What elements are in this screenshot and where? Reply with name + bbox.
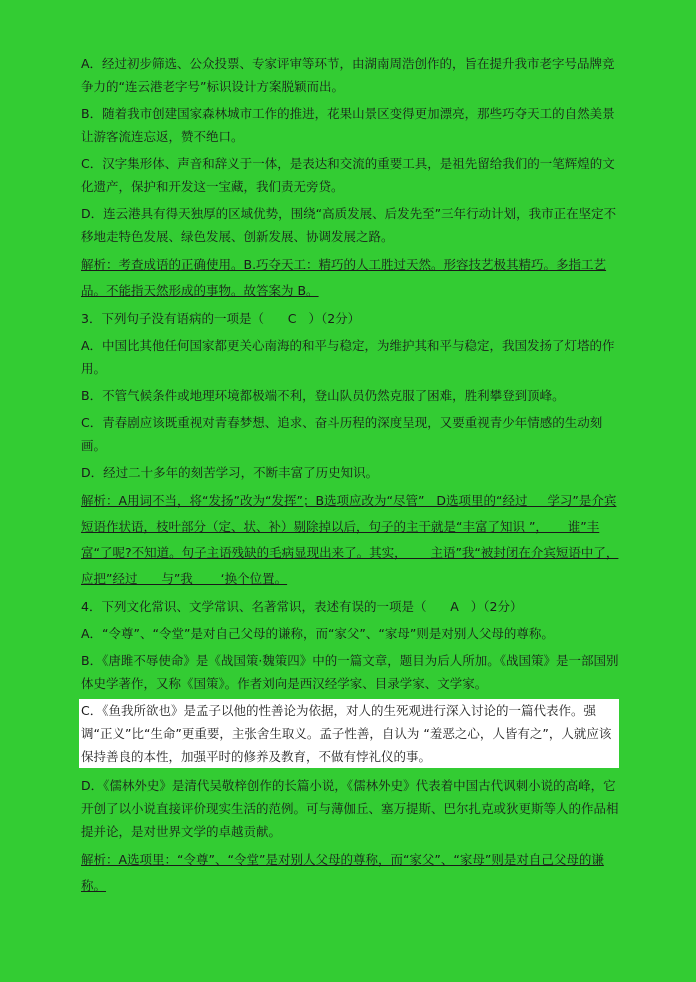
option-d-q2: D．连云港具有得天独厚的区域优势，围绕“高质发展、后发先至”三年行动计划，我市正在坚定不移地走特色发展、绿色发展、创新发展、协调发展之路。 (81, 206, 617, 244)
option-a-q4: A．“令尊”、“令堂”是对自己父母的谦称，而“家父”、“家母”则是对别人父母的尊称。 (81, 626, 554, 641)
analysis-q2: 解析：考查成语的正确使用。B.巧夺天工：精巧的人工胜过天然。形容技艺极其精巧。多指工艺品。不能指天然形成的事物。故答案为 B。 (81, 257, 607, 298)
analysis-q4: 解析：A选项里：“令尊”、“令堂”是对别人父母的尊称，而“家父”、“家母”则是对自己父母的谦称。 (81, 852, 604, 893)
analysis-q3: 解析：A用词不当，将“发扬”改为“发挥”；B选项应改为“尽管” D选项里的“经过 学习”是介宾短语作状语，枝叶部分（定、状、补）剔除掉以后，句子的主干就是“丰富了知识 ”， 谁”丰富“了呢?不知道。句子主语残缺的毛病显现出来了。其实， 主语”我“被封闭在介宾短语中了，应把”经过 与”我 ‘换个位置。 (81, 493, 619, 586)
option-c-q3: C．青春剧应该既重视对青春梦想、追求、奋斗历程的深度呈现，又要重视青少年情感的生动刻画。 (81, 415, 603, 453)
option-b-q2: B．随着我市创建国家森林城市工作的推进，花果山景区变得更加漂亮，那些巧夺天工的自然美景让游客流连忘返，赞不绝口。 (81, 106, 615, 144)
option-a-q2: A．经过初步筛选、公众投票、专家评审等环节，由湖南周浩创作的，旨在提升我市老字号品牌竞争力的“连云港老字号”标识设计方案脱颖而出。 (81, 56, 615, 94)
option-d-q4: D．《儒林外史》是清代吴敬梓创作的长篇小说，《儒林外史》代表着中国古代讽刺小说的高峰，它开创了以小说直接评价现实生活的范例。可与薄伽丘、塞万提斯、巴尔扎克或狄更斯等人的作品相提并论，是对世界文学的卓越贡献。 (81, 778, 619, 839)
option-c-q4-highlighted: C．《鱼我所欲也》是孟子以他的性善论为依据，对人的生死观进行深入讨论的一篇代表作。强调“正义”比“生命”更重要，主张舍生取义。孟子性善，自认为 “羞恶之心，人皆有之”，人就应该保持善良的本性，加强平时的修养及教育，不做有悖礼仪的事。 (79, 699, 619, 768)
option-c-q2: C．汉字集形体、声音和辞义于一体，是表达和交流的重要工具，是祖先留给我们的一笔辉煌的文化遗产，保护和开发这一宝藏，我们责无旁贷。 (81, 156, 615, 194)
question-3: 3．下列句子没有语病的一项是（ C ）（2分） (81, 311, 361, 326)
option-a-q3: A．中国比其他任何国家都更关心南海的和平与稳定，为维护其和平与稳定，我国发扬了灯塔的作用。 (81, 338, 615, 376)
option-b-q3: B．不管气候条件或地理环境都极端不利，登山队员仍然克服了困难，胜利攀登到顶峰。 (81, 388, 565, 403)
option-d-q3: D．经过二十多年的刻苦学习，不断丰富了历史知识。 (81, 465, 379, 480)
option-b-q4: B．《唐雎不辱使命》是《战国策·魏策四》中的一篇文章，题目为后人所加。《战国策》是一部国别体史学著作，又称《国策》。作者刘向是西汉经学家、目录学家、文学家。 (81, 653, 619, 691)
question-4: 4．下列文化常识、文学常识、名著常识，表述有误的一项是（ A ）（2分） (81, 599, 523, 614)
